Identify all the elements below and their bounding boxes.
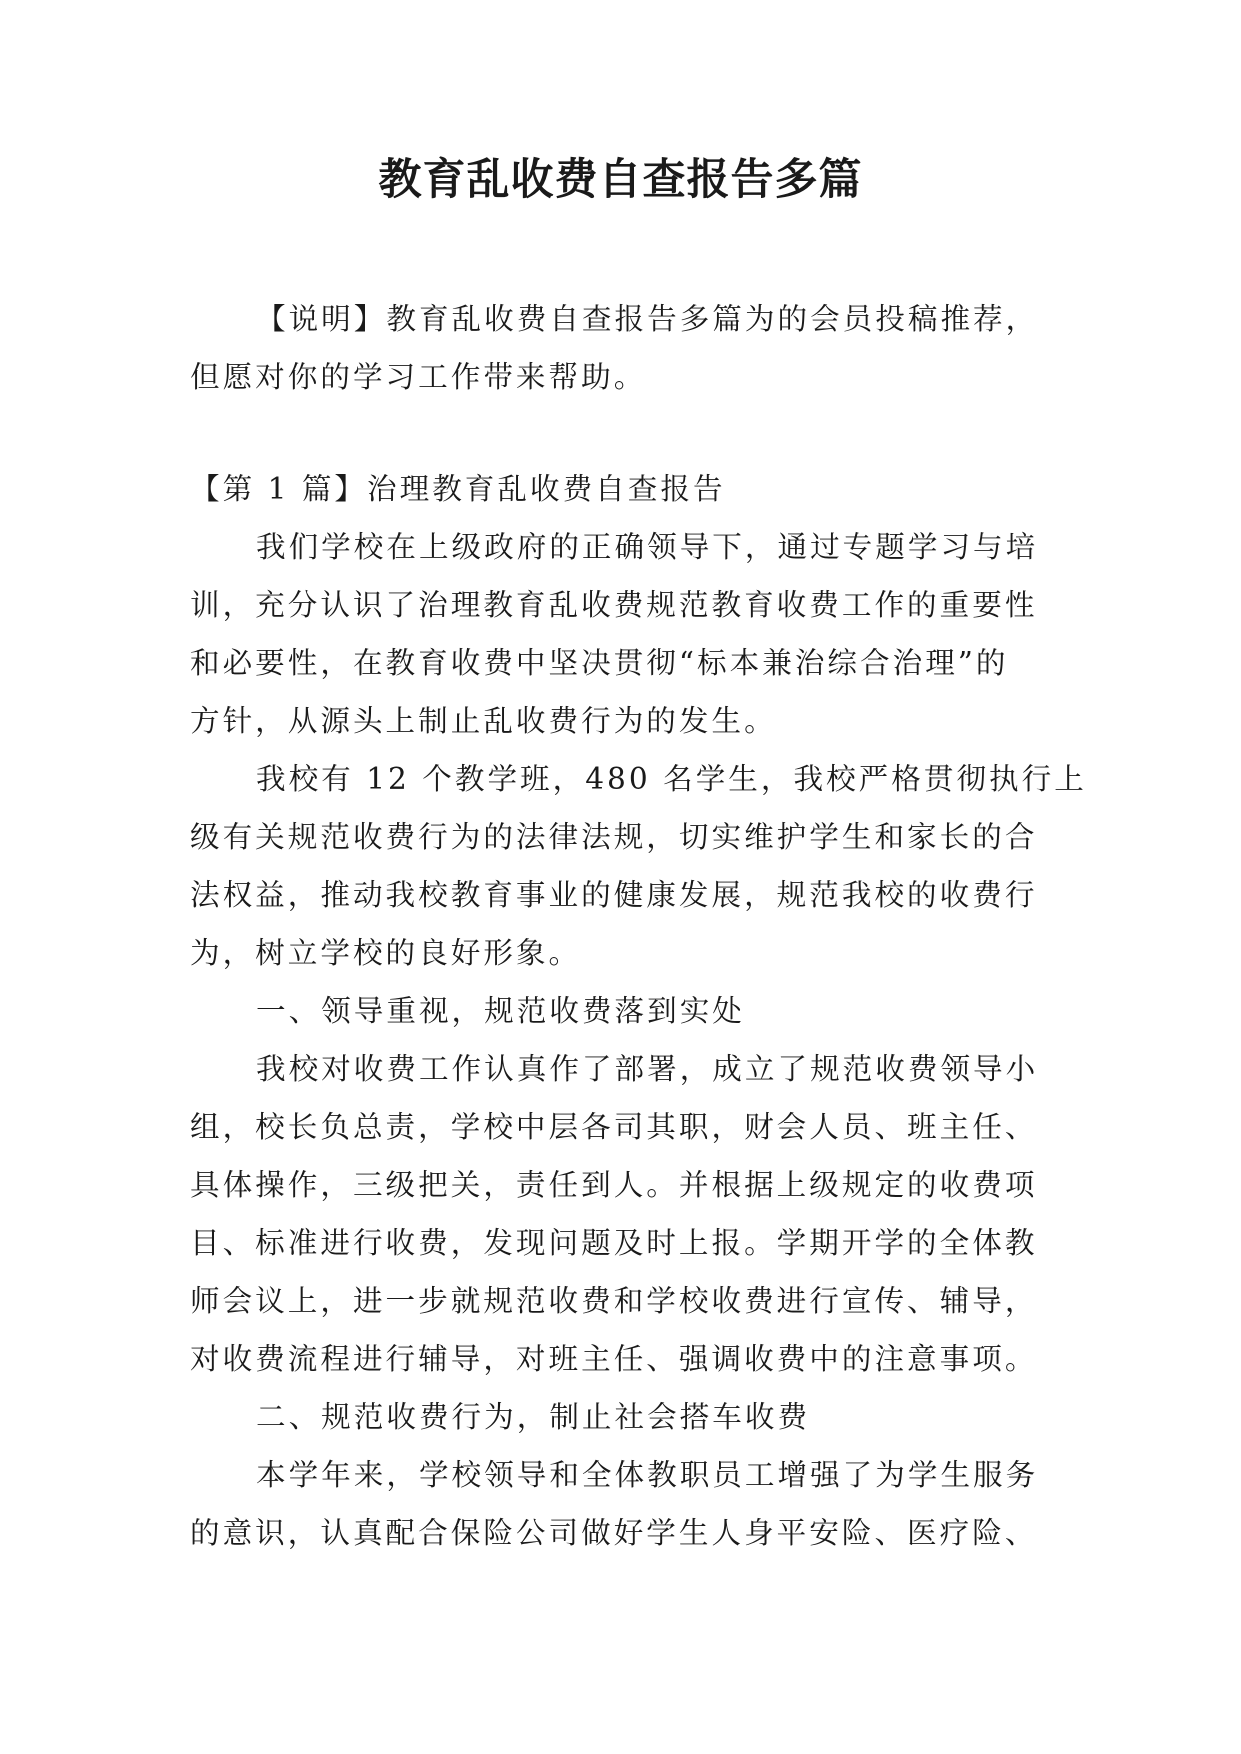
- paragraph-line: 的意识，认真配合保险公司做好学生人身平安险、医疗险、: [190, 1516, 1038, 1550]
- note-line: 但愿对你的学习工作带来帮助。: [190, 360, 647, 394]
- paragraph-line: 方针，从源头上制止乱收费行为的发生。: [190, 704, 777, 738]
- paragraph-line: 对收费流程进行辅导，对班主任、强调收费中的注意事项。: [190, 1342, 1038, 1376]
- paragraph-line: 训，充分认识了治理教育乱收费规范教育收费工作的重要性: [190, 588, 1038, 622]
- subheading: 二、规范收费行为，制止社会搭车收费: [256, 1400, 811, 1434]
- paragraph-line: 目、标准进行收费，发现问题及时上报。学期开学的全体教: [190, 1226, 1038, 1260]
- intro-note: [190, 290, 1070, 406]
- paragraph-line: 我们学校在上级政府的正确领导下，通过专题学习与培: [256, 530, 1039, 564]
- subheading: 一、领导重视，规范收费落到实处: [256, 994, 745, 1028]
- note-line: 【说明】教育乱收费自查报告多篇为的会员投稿推荐，: [256, 302, 1039, 336]
- paragraph-line: 组，校长负总责，学校中层各司其职，财会人员、班主任、: [190, 1110, 1038, 1144]
- section-heading: 【第 1 篇】治理教育乱收费自查报告: [190, 472, 726, 506]
- paragraph-line: 我校有 12 个教学班，480 名学生，我校严格贯彻执行上: [256, 762, 1087, 796]
- document-title: 教育乱收费自查报告多篇: [378, 155, 863, 205]
- paragraph-line: 具体操作，三级把关，责任到人。并根据上级规定的收费项: [190, 1168, 1038, 1202]
- paragraph-line: 级有关规范收费行为的法律法规，切实维护学生和家长的合: [190, 820, 1038, 854]
- paragraph-line: 我校对收费工作认真作了部署，成立了规范收费领导小: [256, 1052, 1039, 1086]
- paragraph-line: 为，树立学校的良好形象。: [190, 936, 582, 970]
- article-body: [190, 460, 1087, 1562]
- paragraph-line: 法权益，推动我校教育事业的健康发展，规范我校的收费行: [190, 878, 1038, 912]
- paragraph-line: 和必要性，在教育收费中坚决贯彻“标本兼治综合治理”的: [190, 646, 1009, 680]
- paragraph-line: 师会议上，进一步就规范收费和学校收费进行宣传、辅导，: [190, 1284, 1038, 1318]
- paragraph-line: 本学年来，学校领导和全体教职员工增强了为学生服务: [256, 1458, 1039, 1492]
